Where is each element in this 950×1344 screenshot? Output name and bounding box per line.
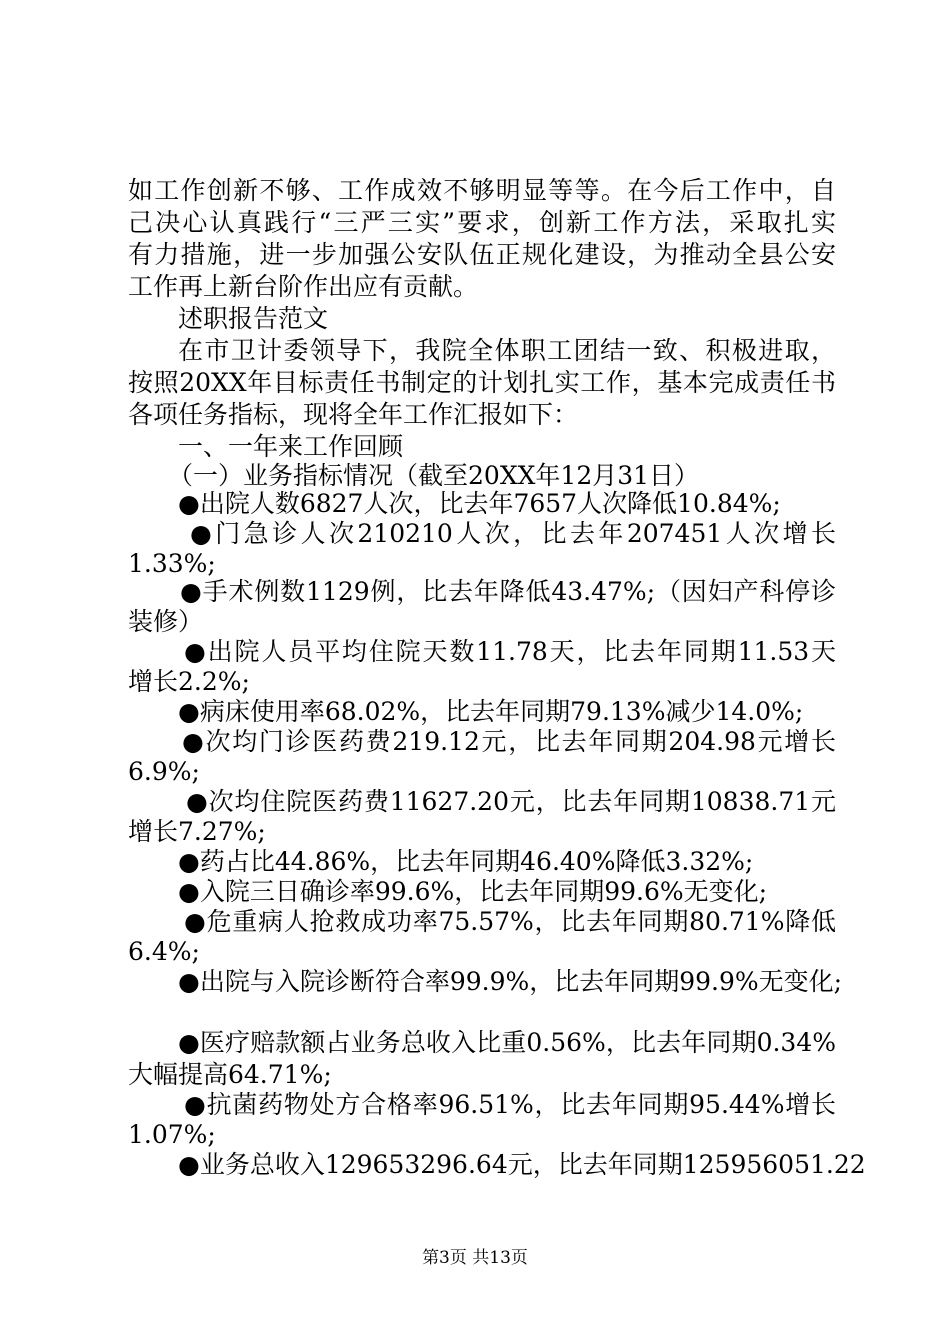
bullet-item-continued: 1.07%; <box>128 1120 216 1149</box>
bullet-item: ●次均住院医药费11627.20元，比去年同期10838.71元 <box>186 787 836 816</box>
section-heading: 一、一年来工作回顾 <box>178 432 404 461</box>
bullet-item: ●手术例数1129例，比去年降低43.47%;（因妇产科停诊 <box>180 577 836 606</box>
bullet-item: ●次均门诊医药费219.12元，比去年同期204.98元增长 <box>182 727 836 756</box>
bullet-item-continued: 装修） <box>128 607 204 636</box>
bullet-item: ●药占比44.86%，比去年同期46.40%降低3.32%; <box>178 847 754 876</box>
bullet-item-continued: 大幅提高64.71%; <box>128 1060 332 1089</box>
bullet-item-continued: 增长2.2%; <box>128 667 250 696</box>
paragraph-line: 各项任务指标，现将全年工作汇报如下： <box>128 400 579 429</box>
bullet-item-continued: 6.4%; <box>128 937 200 966</box>
paragraph-line: 工作再上新台阶作出应有贡献。 <box>128 272 479 301</box>
bullet-item: ●出院与入院诊断符合率99.9%，比去年同期99.9%无变化; <box>178 967 843 996</box>
bullet-item: ●抗菌药物处方合格率96.51%，比去年同期95.44%增长 <box>184 1090 836 1119</box>
section-heading: 述职报告范文 <box>178 304 329 333</box>
bullet-item-continued: 增长7.27%; <box>128 817 266 846</box>
page-footer: 第3页 共13页 <box>422 1248 528 1268</box>
bullet-item-continued: 6.9%; <box>128 757 200 786</box>
paragraph-line: 有力措施，进一步加强公安队伍正规化建设，为推动全县公安 <box>128 240 836 269</box>
paragraph-line: 如工作创新不够、工作成效不够明显等等。在今后工作中，自 <box>128 176 836 205</box>
bullet-item: ●危重病人抢救成功率75.57%，比去年同期80.71%降低 <box>184 907 836 936</box>
bullet-item: ●出院人数6827人次，比去年7657人次降低10.84%; <box>178 489 781 518</box>
subsection-heading: （一）业务指标情况（截至20XX年12月31日） <box>168 461 700 490</box>
bullet-item: ●入院三日确诊率99.6%，比去年同期99.6%无变化; <box>178 877 768 906</box>
paragraph-line: 己决心认真践行“三严三实”要求，创新工作方法，采取扎实 <box>128 208 836 237</box>
paragraph-line: 按照20XX年目标责任书制定的计划扎实工作，基本完成责任书 <box>128 368 836 397</box>
bullet-item: ●医疗赔款额占业务总收入比重0.56%，比去年同期0.34% <box>178 1028 836 1057</box>
bullet-item: ●出院人员平均住院天数11.78天，比去年同期11.53天 <box>184 637 836 666</box>
bullet-item-continued: 1.33%; <box>128 549 216 578</box>
paragraph-line: 在市卫计委领导下，我院全体职工团结一致、积极进取， <box>178 336 836 365</box>
bullet-item: ●业务总收入129653296.64元，比去年同期125956051.22 <box>178 1150 866 1179</box>
bullet-item: ●门急诊人次210210人次，比去年207451人次增长 <box>190 519 836 548</box>
bullet-item: ●病床使用率68.02%，比去年同期79.13%减少14.0%; <box>178 697 804 726</box>
